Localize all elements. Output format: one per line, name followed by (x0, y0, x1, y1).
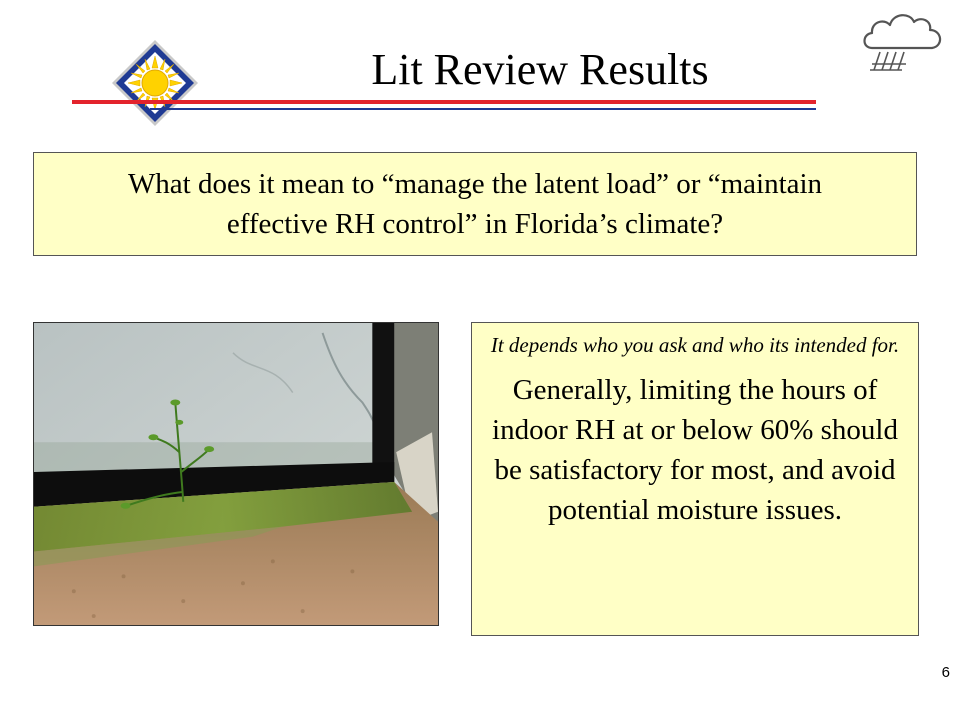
page-number: 6 (941, 664, 950, 681)
cloud-rain-logo-icon (858, 8, 944, 82)
answer-intro-text: It depends who you ask and who its intended for. (490, 333, 900, 357)
answer-main-text: Generally, limiting the hours of indoor RH at or below 60% should be satisfactory for most, and avoid potential moisture issues. (492, 374, 898, 526)
question-text: What does it mean to “manage the latent load” or “maintain effective RH control” in Florida’s climate? (127, 168, 823, 240)
title-underline-red (72, 100, 816, 104)
title-underline-blue (150, 108, 816, 110)
slide-title: Lit Review Results (371, 45, 709, 94)
question-box (33, 152, 917, 256)
answer-box (471, 322, 919, 636)
sun-diamond-logo-icon (110, 38, 200, 128)
window-sill-photo (33, 322, 439, 626)
